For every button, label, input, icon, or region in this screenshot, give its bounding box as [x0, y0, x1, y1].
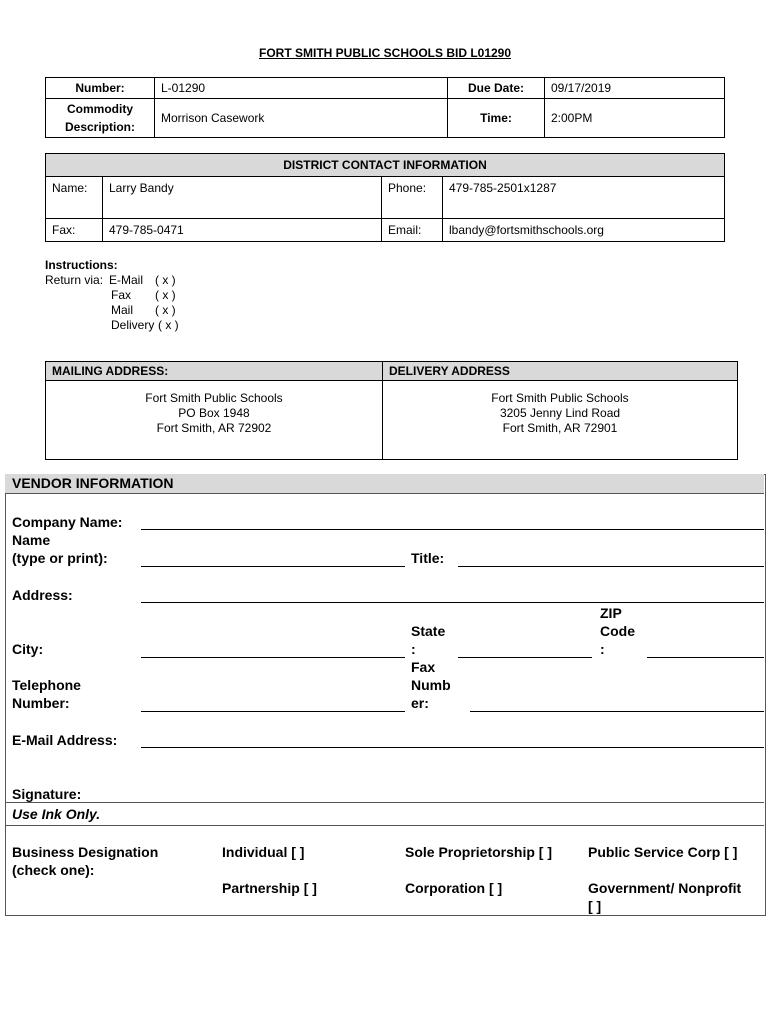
individual-option[interactable]: Individual [ ]	[222, 844, 305, 860]
document-title: FORT SMITH PUBLIC SCHOOLS BID L01290	[258, 46, 512, 60]
government-nonprofit-option[interactable]: Government/ Nonprofit [ ]	[588, 880, 742, 914]
contact-name-label: Name:	[46, 177, 103, 219]
delivery-line-1: Fort Smith Public Schools	[491, 391, 629, 405]
signature-line[interactable]	[5, 802, 764, 803]
delivery-address	[383, 381, 738, 460]
use-ink-note: Use Ink Only.	[12, 806, 101, 822]
return-email: E-Mail	[109, 273, 144, 287]
commodity-description: Morrison Casework	[155, 99, 448, 138]
delivery-line-3: Fort Smith, AR 72901	[502, 421, 618, 435]
bid-number: L-01290	[155, 78, 448, 99]
email-address-label: E-Mail Address:	[12, 732, 118, 748]
email-label: Email:	[382, 219, 443, 242]
telephone-label: Telephone Number:	[12, 677, 81, 711]
title-label: Title:	[411, 550, 445, 566]
state-field[interactable]	[458, 657, 592, 658]
name-label: Name (type or print):	[12, 532, 108, 566]
contact-header: DISTRICT CONTACT INFORMATION	[46, 154, 725, 177]
public-service-corp-option[interactable]: Public Service Corp [ ]	[588, 844, 738, 860]
mailing-line-2: PO Box 1948	[178, 406, 250, 420]
partnership-option[interactable]: Partnership [ ]	[222, 880, 317, 896]
contact-phone: 479-785-2501x1287	[443, 177, 725, 219]
company-name-label: Company Name:	[12, 514, 123, 530]
company-name-field[interactable]	[141, 529, 764, 530]
return-mail-mark: ( x )	[155, 303, 176, 317]
zip-label: ZIP Code :	[600, 605, 635, 657]
contact-table	[45, 153, 725, 242]
return-fax-mark: ( x )	[155, 288, 176, 302]
title-field[interactable]	[458, 566, 764, 567]
due-date: 09/17/2019	[545, 78, 725, 99]
address-field[interactable]	[141, 602, 764, 603]
instructions	[45, 258, 245, 333]
contact-fax: 479-785-0471	[103, 219, 382, 242]
delivery-line-2: 3205 Jenny Lind Road	[499, 406, 621, 420]
name-field[interactable]	[141, 566, 405, 567]
mailing-line-3: Fort Smith, AR 72902	[156, 421, 272, 435]
section-divider	[5, 825, 764, 826]
vendor-header: VENDOR INFORMATION	[5, 474, 764, 494]
zip-field[interactable]	[647, 657, 764, 658]
business-designation-label: Business Designation (check one):	[12, 844, 159, 878]
return-email-mark: ( x )	[155, 273, 176, 287]
instructions-heading: Instructions:	[45, 258, 118, 272]
due-date-label: Due Date:	[448, 78, 545, 99]
return-mail: Mail	[111, 303, 134, 317]
return-delivery: Delivery	[111, 318, 155, 332]
corporation-option[interactable]: Corporation [ ]	[405, 880, 503, 896]
sole-proprietorship-option[interactable]: Sole Proprietorship [ ]	[405, 844, 553, 860]
telephone-field[interactable]	[141, 711, 405, 712]
delivery-address-header: DELIVERY ADDRESS	[383, 362, 738, 381]
contact-name: Larry Bandy	[103, 177, 382, 219]
address-label: Address:	[12, 587, 73, 603]
commodity-label: Commodity Description:	[46, 99, 155, 138]
state-label: State :	[411, 623, 446, 657]
time-label: Time:	[448, 99, 545, 138]
return-via-label: Return via:	[45, 273, 104, 287]
return-delivery-mark: ( x )	[158, 318, 179, 332]
bid-info-table	[45, 77, 725, 138]
due-time: 2:00PM	[545, 99, 725, 138]
address-table	[45, 361, 738, 460]
fax-number-field[interactable]	[470, 711, 764, 712]
phone-label: Phone:	[382, 177, 443, 219]
mailing-address	[46, 381, 383, 460]
fax-label: Fax:	[46, 219, 103, 242]
fax-number-label: Fax Numb er:	[411, 659, 451, 711]
signature-label: Signature:	[12, 786, 82, 802]
city-label: City:	[12, 641, 44, 657]
contact-email: lbandy@fortsmithschools.org	[443, 219, 725, 242]
city-field[interactable]	[141, 657, 405, 658]
mailing-line-1: Fort Smith Public Schools	[145, 391, 283, 405]
number-label: Number:	[46, 78, 155, 99]
mailing-address-header: MAILING ADDRESS:	[46, 362, 383, 381]
return-fax: Fax	[111, 288, 132, 302]
email-address-field[interactable]	[141, 747, 764, 748]
